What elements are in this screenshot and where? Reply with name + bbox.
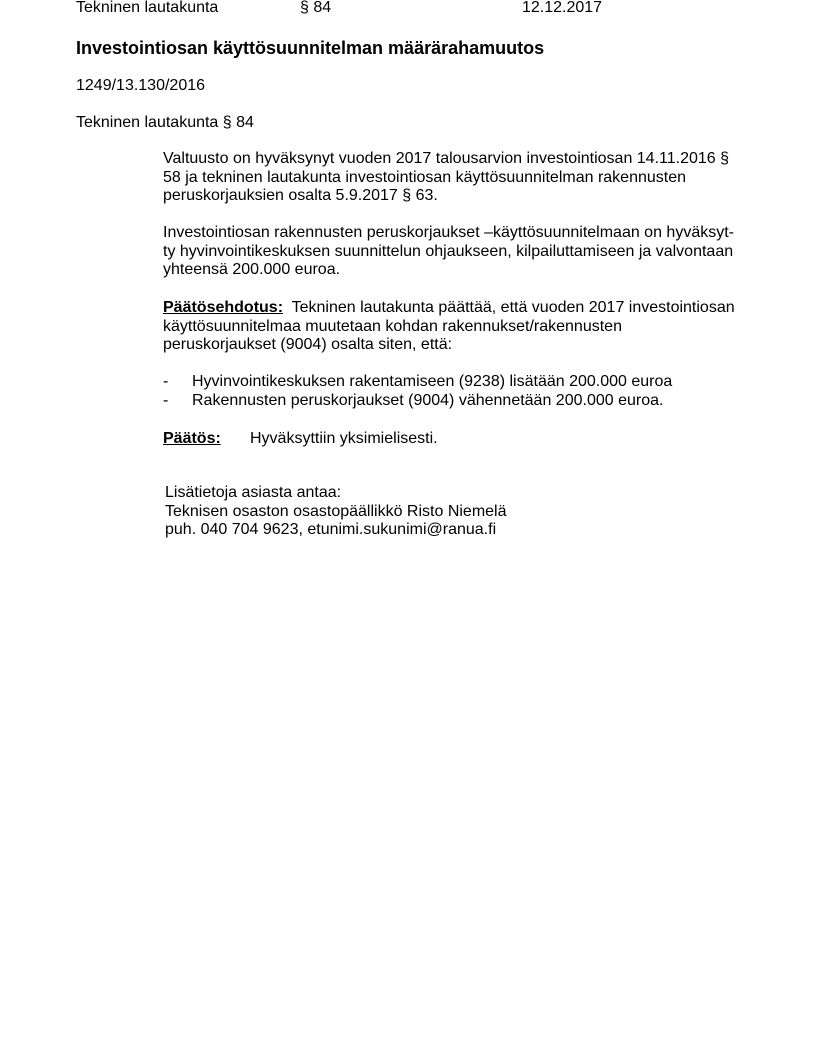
paragraph-1-line: 58 ja tekninen lautakunta investointiosan käyttösuunnitelman rakennusten — [163, 168, 687, 186]
header-date: 12.12.2017 — [522, 0, 603, 16]
list-item-text: Rakennusten peruskorjaukset (9004) vähennetään 200.000 euroa. — [192, 392, 664, 409]
paragraph-2-line: yhteensä 200.000 euroa. — [163, 261, 341, 278]
paragraph-1-line: Valtuusto on hyväksynyt vuoden 2017 talousarvion investointiosan 14.11.2016 § — [163, 150, 730, 167]
proposal-label: Päätösehdotus: — [163, 299, 284, 316]
decision-text: Hyväksyttiin yksimielisesti. — [250, 430, 438, 447]
contact-line: Lisätietoja asiasta antaa: — [165, 484, 342, 501]
list-item — [163, 372, 672, 391]
bullet-marker: - — [163, 392, 169, 409]
contact-line: puh. 040 704 9623, etunimi.sukunimi@ranua.fi — [165, 521, 497, 538]
list-item — [163, 391, 663, 410]
document-title: Investointiosan käyttösuunnitelman määrärahamuutos — [76, 38, 545, 58]
proposal-paragraph — [163, 299, 735, 355]
header-board: Tekninen lautakunta — [76, 0, 219, 16]
paragraph-1-line: peruskorjauksien osalta 5.9.2017 § 63. — [163, 187, 438, 204]
reference-number: 1249/13.130/2016 — [76, 77, 206, 94]
contact-line: Teknisen osaston osastopäällikkö Risto Niemelä — [165, 502, 507, 520]
proposal-line: Tekninen lautakunta päättää, että vuoden 2017 investointiosan — [291, 299, 735, 316]
paragraph-2-line: ty hyvinvointikeskuksen suunnittelun ohjaukseen, kilpailuttamiseen ja valvontaan — [163, 242, 734, 260]
board-section: Tekninen lautakunta § 84 — [76, 114, 254, 131]
contact-info — [165, 484, 507, 540]
proposal-line: peruskorjaukset (9004) osalta siten, että: — [163, 336, 453, 353]
decision-label: Päätös: — [163, 430, 221, 447]
header-section: § 84 — [300, 0, 332, 16]
paragraph-1 — [163, 150, 729, 206]
list-item-text: Hyvinvointikeskuksen rakentamiseen (9238) lisätään 200.000 euroa — [192, 373, 673, 390]
paragraph-2 — [163, 224, 734, 280]
bullet-marker: - — [163, 373, 169, 390]
proposal-line: käyttösuunnitelmaa muutetaan kohdan rakennukset/rakennusten — [163, 317, 622, 335]
paragraph-2-line: Investointiosan rakennusten peruskorjaukset –käyttösuunnitelmaan on hyväksyt- — [163, 224, 734, 241]
